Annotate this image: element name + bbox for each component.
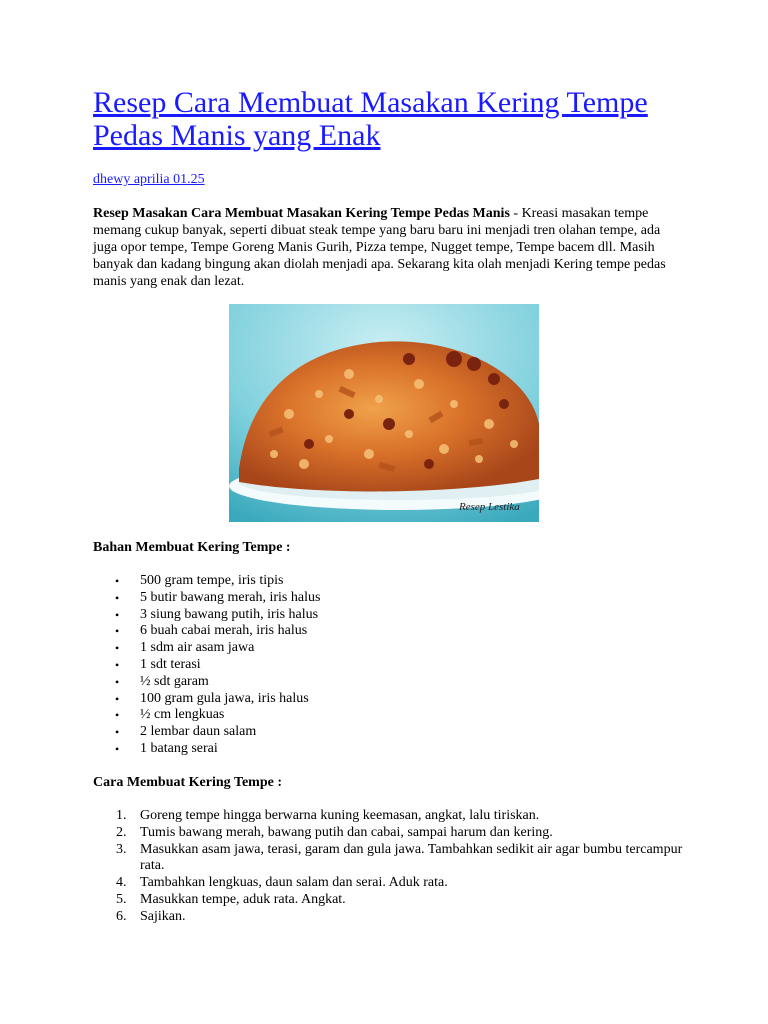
step-item — [93, 909, 683, 926]
intro-text: - Kreasi masakan tempe memang cukup banyak, seperti dibuat steak tempe yang baru baru ini menjadi tren olahan tempe, ada juga opor tempe, Tempe Goreng Manis Gurih, Pizza tempe, Nugget tempe, Tempe bacem dll. Masih banyak dan kadang bingung akan diolah menjadi apa. Sekarang kita olah menjadi Kering tempe pedas manis yang enak dan lezat. — [93, 206, 666, 289]
step-text: Tumis bawang merah, bawang putih dan cabai, sampai harum dan kering. — [140, 824, 553, 840]
ingredients-list — [93, 573, 320, 758]
step-number: 3. — [116, 841, 127, 857]
kering-tempe-photo — [229, 304, 539, 522]
step-text: Masukkan asam jawa, terasi, garam dan gula jawa. Tambahkan sedikit air agar bumbu tercampur rata. — [140, 841, 683, 874]
step-item — [93, 875, 683, 892]
step-text: Goreng tempe hingga berwarna kuning keemasan, angkat, lalu tiriskan. — [140, 808, 540, 823]
ingredient-item: • 2 lembar daun salam — [93, 724, 320, 741]
ingredient-item: • ½ sdt garam — [93, 674, 320, 691]
ingredient-item: • 1 sdt terasi — [93, 657, 320, 674]
ingredient-item: • 5 butir bawang merah, iris halus — [93, 590, 320, 607]
intro-paragraph — [93, 205, 683, 290]
steps-list — [93, 808, 683, 926]
ingredient-item: • 3 siung bawang putih, iris halus — [93, 607, 320, 624]
steps-heading: Cara Membuat Kering Tempe : — [93, 775, 282, 790]
ingredient-item: • 500 gram tempe, iris tipis — [93, 573, 320, 590]
intro-bold-lead: Resep Masakan Cara Membuat Masakan Kering Tempe Pedas Manis — [93, 206, 510, 221]
step-text: Sajikan. — [140, 908, 186, 924]
step-number: 4. — [116, 875, 127, 891]
step-number: 1. — [116, 808, 127, 823]
step-number: 2. — [116, 824, 127, 840]
step-text: Masukkan tempe, aduk rata. Angkat. — [140, 891, 346, 907]
article-title-link[interactable]: Resep Cara Membuat Masakan Kering Tempe Pedas Manis yang Enak — [93, 86, 648, 152]
article-title[interactable] — [93, 86, 693, 152]
step-number: 6. — [116, 908, 127, 924]
step-number: 5. — [116, 891, 127, 907]
ingredient-item: • 6 buah cabai merah, iris halus — [93, 623, 320, 640]
photo-watermark: Resep Lestika — [459, 501, 520, 513]
step-text: Tambahkan lengkuas, daun salam dan serai. Aduk rata. — [140, 875, 448, 891]
step-item — [93, 842, 683, 876]
step-item — [93, 825, 683, 842]
step-item — [93, 808, 683, 825]
step-item — [93, 892, 683, 909]
ingredient-item: • 1 sdm air asam jawa — [93, 640, 320, 657]
author-date-link[interactable]: dhewy aprilia 01.25 — [93, 172, 205, 187]
ingredients-heading: Bahan Membuat Kering Tempe : — [93, 540, 291, 555]
ingredient-item: • 1 batang serai — [93, 741, 320, 758]
ingredient-item: • ½ cm lengkuas — [93, 707, 320, 724]
ingredient-item: • 100 gram gula jawa, iris halus — [93, 691, 320, 708]
